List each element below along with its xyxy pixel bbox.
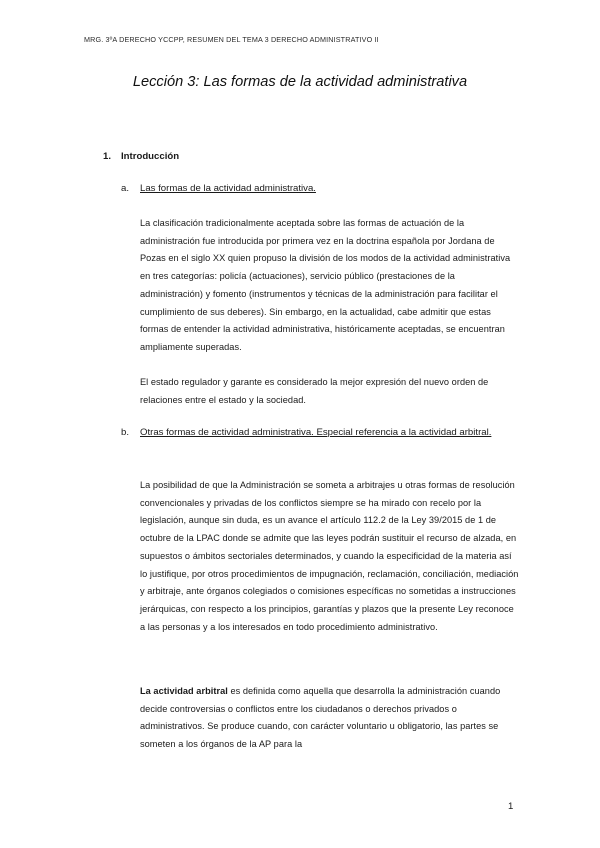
subsection-b-paragraph-1: La posibilidad de que la Administración se someta a arbitrajes u otras formas de resolución convencionales y privadas de los conflictos siempre se ha mirado con recelo por la legislación, aunque sin duda, es un avance el artículo 112.2 de la Ley 39/2015 de 1 de octubre de la LPAC donde se admite que las leyes podrán sustituir el recurso de alzada, en supuestos o ámbitos sectoriales determinados, y cuando la especificidad de la materia así lo justifique, por otros procedimientos de impugnación, reclamación, conciliación, mediación y arbitraje, ante órganos colegiados o comisiones específicas no sometidas a instrucciones jerárquicas, con respecto a los principios, garantías y plazos que la presente Ley reconoce a las personas y a los interesados en todo procedimiento administrativo. [140,480,519,632]
section-number: 1. [103,151,112,162]
subsection-a-paragraph-1: La clasificación tradicionalmente aceptada sobre las formas de actuación de la administración fue introducida por primera vez en la doctrina española por Jordana de Pozas en el siglo XX quien propuso la división de los modos de la actividad administrativa en tres categorías: policía (actuaciones), servicio público (prestaciones de la administración) y fomento (instrumentos y técnicas de la administración para facilitar el cumplimiento de sus deberes). Sin embargo, en la actualidad, cabe admitir que estas formas de entender la actividad administrativa, históricamente aceptadas, se encuentran ampliamente superadas. [140,218,511,352]
running-header: MRG. 3ºA DERECHO YCCPP, RESUMEN DEL TEMA 3 DERECHO ADMINISTRATIVO II [84,35,379,44]
subsection-b-heading [121,424,500,442]
actividad-arbitral-term: La actividad arbitral [140,686,228,696]
actividad-arbitral-definition: es definida como aquella que desarrolla la administración cuando decide controversias o conflictos entre los ciudadanos o derechos privados o administrativos. Se produce cuando, con carácter voluntario u obligatorio, las partes se someten a los órganos de la AP para la [140,686,501,750]
subsection-a-heading [121,180,500,198]
section-heading-introduccion [103,151,179,162]
subsection-a-paragraph-2: El estado regulador y garante es considerado la mejor expresión del nuevo orden de relaciones entre el estado y la sociedad. [140,377,489,405]
page-number: 1 [508,801,514,812]
section-label: Introducción [121,151,180,162]
subsection-a-label: Las formas de la actividad administrativa. [140,183,316,194]
subsection-b-letter: b. [121,427,130,438]
subsection-a-letter: a. [121,183,130,194]
lesson-title: Lección 3: Las formas de la actividad administrativa [132,74,468,90]
subsection-b-paragraph-2 [140,683,520,754]
subsection-b-label: Otras formas de actividad administrativa. Especial referencia a la actividad arbitral. [140,427,492,438]
